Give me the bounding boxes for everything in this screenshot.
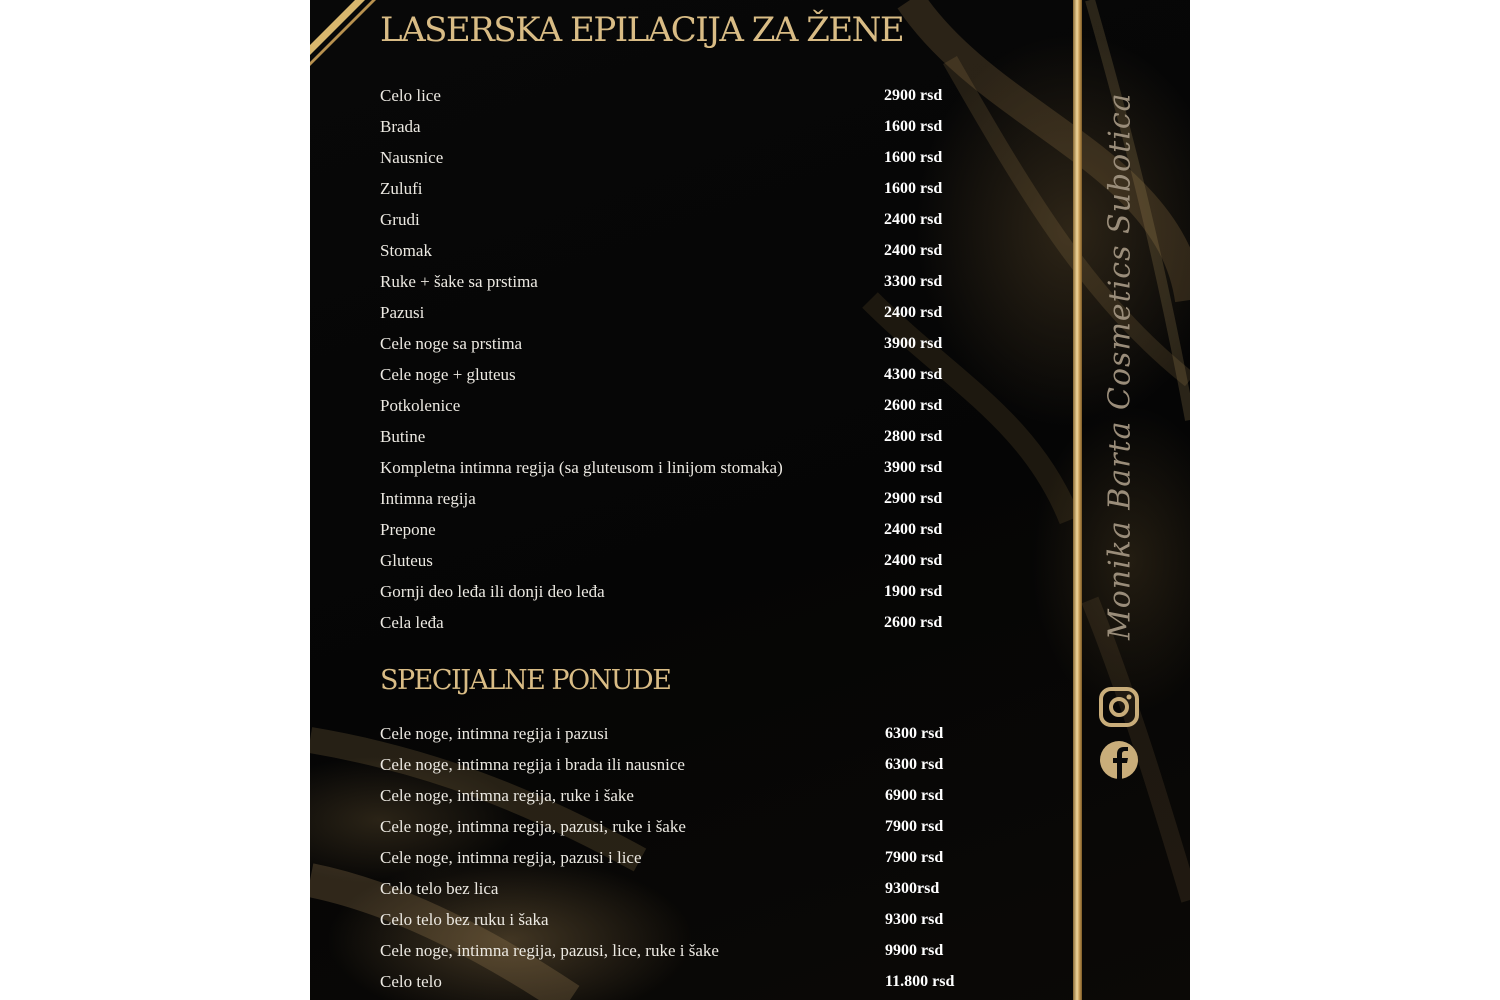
price-item: [380, 607, 960, 638]
item-price: 1900 rsd: [884, 583, 943, 600]
item-price: 4300 rsd: [884, 366, 943, 383]
price-item: [380, 873, 960, 904]
price-item: [380, 204, 960, 235]
item-name: Nausnice: [380, 148, 444, 167]
section-title-special-offers: SPECIJALNE PONUDE: [380, 665, 671, 696]
item-name: Cele noge, intimna regija i brada ili nausnice: [380, 755, 685, 774]
item-name: Celo telo bez lica: [380, 879, 499, 898]
item-price: 1600 rsd: [884, 149, 943, 166]
item-name: Brada: [380, 117, 421, 136]
item-name: Celo telo: [380, 972, 442, 991]
item-name: Gornji deo leđa ili donji deo leđa: [380, 582, 605, 601]
item-name: Grudi: [380, 210, 420, 229]
price-item: [380, 328, 960, 359]
price-item: [380, 421, 960, 452]
item-name: Ruke + šake sa prstima: [380, 272, 538, 291]
price-item: [380, 545, 960, 576]
item-name: Gluteus: [380, 551, 433, 570]
item-price: 3300 rsd: [884, 273, 943, 290]
item-name: Stomak: [380, 241, 432, 260]
brand-signature: Monika Barta Cosmetics Subotica: [1102, 92, 1138, 640]
item-name: Cele noge sa prstima: [380, 334, 523, 353]
price-item: [380, 966, 960, 997]
price-list-special-offers: [380, 718, 960, 997]
item-price: 1600 rsd: [884, 180, 943, 197]
price-item: [380, 142, 960, 173]
item-price: 2900 rsd: [884, 87, 943, 104]
price-item: [380, 173, 960, 204]
item-name: Celo lice: [380, 86, 441, 105]
item-name: Cele noge, intimna regija, pazusi, ruke i šake: [380, 817, 686, 836]
item-name: Prepone: [380, 520, 436, 539]
price-item: [380, 297, 960, 328]
price-item: [380, 452, 960, 483]
item-name: Cele noge, intimna regija, ruke i šake: [380, 786, 634, 805]
item-price: 2800 rsd: [884, 428, 943, 445]
price-list-laser-women: [380, 80, 960, 638]
price-list-poster: [310, 0, 1190, 1000]
price-item: [380, 749, 960, 780]
price-item: [380, 235, 960, 266]
item-price: 9300rsd: [885, 880, 940, 897]
item-name: Intimna regija: [380, 489, 476, 508]
price-item: [380, 266, 960, 297]
item-name: Zulufi: [380, 179, 423, 198]
item-price: 9900 rsd: [885, 942, 944, 959]
item-name: Potkolenice: [380, 396, 461, 415]
price-item: [380, 483, 960, 514]
gold-vertical-rule: [1073, 0, 1082, 1000]
item-name: Cele noge, intimna regija, pazusi, lice, ruke i šake: [380, 941, 719, 960]
item-price: 7900 rsd: [885, 818, 944, 835]
signature-block: [1085, 92, 1155, 640]
item-price: 2400 rsd: [884, 211, 943, 228]
item-price: 2400 rsd: [884, 552, 943, 569]
item-name: Cele noge, intimna regija, pazusi i lice: [380, 848, 642, 867]
price-item: [380, 576, 960, 607]
item-price: 2400 rsd: [884, 242, 943, 259]
price-item: [380, 811, 960, 842]
price-item: [380, 780, 960, 811]
item-name: Cele noge, intimna regija i pazusi: [380, 724, 609, 743]
gold-corner-stripes: [310, 0, 380, 70]
item-name: Celo telo bez ruku i šaka: [380, 910, 549, 929]
item-price: 6900 rsd: [885, 787, 944, 804]
item-price: 2900 rsd: [884, 490, 943, 507]
price-item: [380, 390, 960, 421]
price-item: [380, 935, 960, 966]
price-item: [380, 80, 960, 111]
item-price: 6300 rsd: [885, 725, 944, 742]
item-name: Cela leđa: [380, 613, 444, 632]
item-price: 1600 rsd: [884, 118, 943, 135]
price-item: [380, 359, 960, 390]
item-price: 2400 rsd: [884, 304, 943, 321]
item-price: 6300 rsd: [885, 756, 944, 773]
item-name: Cele noge + gluteus: [380, 365, 516, 384]
item-price: 9300 rsd: [885, 911, 944, 928]
section-title-laser-women: LASERSKA EPILACIJA ZA ŽENE: [380, 10, 904, 50]
item-price: 3900 rsd: [884, 459, 943, 476]
item-name: Butine: [380, 427, 426, 446]
item-price: 2600 rsd: [884, 614, 943, 631]
price-item: [380, 514, 960, 545]
item-price: 2400 rsd: [884, 521, 943, 538]
price-item: [380, 904, 960, 935]
item-name: Kompletna intimna regija (sa gluteusom i linijom stomaka): [380, 458, 783, 477]
instagram-icon[interactable]: [1098, 686, 1140, 728]
facebook-icon[interactable]: [1098, 739, 1140, 781]
item-name: Pazusi: [380, 303, 425, 322]
price-item: [380, 111, 960, 142]
item-price: 3900 rsd: [884, 335, 943, 352]
item-price: 7900 rsd: [885, 849, 944, 866]
price-item: [380, 718, 960, 749]
item-price: 2600 rsd: [884, 397, 943, 414]
item-price: 11.800 rsd: [885, 973, 955, 990]
price-item: [380, 842, 960, 873]
